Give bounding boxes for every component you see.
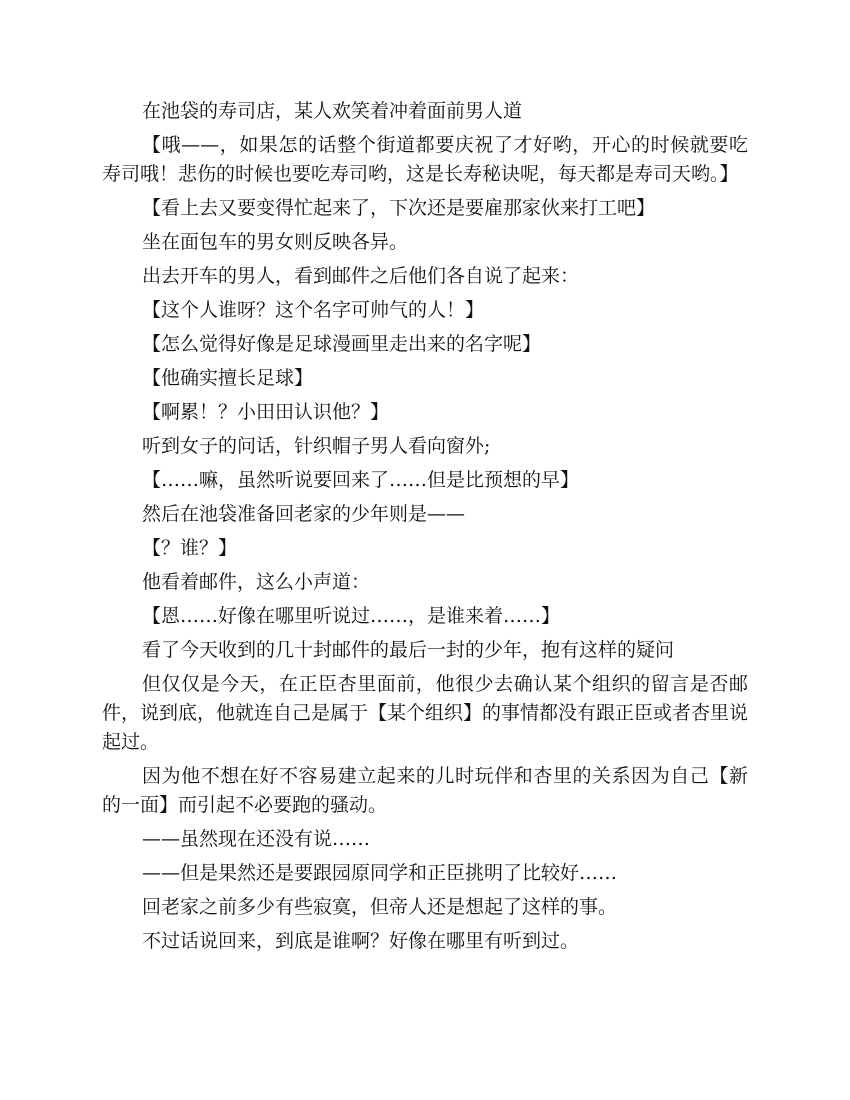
paragraph: 【怎么觉得好像是足球漫画里走出来的名字呢】	[142, 333, 542, 355]
paragraph: 【……嘛，虽然听说要回来了……但是比预想的早】	[142, 469, 580, 491]
paragraph: 在池袋的寿司店，某人欢笑着冲着面前男人道	[142, 100, 523, 122]
paragraph: 因为他不想在好不容易建立起来的儿时玩伴和杏里的关系因为自己【新的一面】而引起不必要跑的骚动。	[102, 765, 748, 816]
paragraph: 看了今天收到的几十封邮件的最后一封的少年，抱有这样的疑问	[142, 639, 675, 661]
paragraph: 回老家之前多少有些寂寞，但帝人还是想起了这样的事。	[142, 896, 618, 918]
paragraph: 【啊累！？小田田认识他？】	[142, 401, 390, 423]
paragraph: 【他确实擅长足球】	[142, 367, 314, 389]
paragraph: 坐在面包车的男女则反映各异。	[142, 231, 409, 253]
paragraph: 【恩……好像在哪里听说过……，是谁来着……】	[142, 605, 561, 627]
paragraph: ——虽然现在还没有说……	[142, 828, 371, 850]
paragraph: 不过话说回来，到底是谁啊？好像在哪里有听到过。	[142, 930, 580, 952]
paragraph: 听到女子的问话，针织帽子男人看向窗外;	[142, 435, 491, 457]
paragraph: 但仅仅是今天，在正臣杏里面前，他很少去确认某个组织的留言是否邮件，说到底，他就连自己是属于【某个组织】的事情都没有跟正臣或者杏里说起过。	[102, 673, 749, 753]
paragraph: ——但是果然还是要跟园原同学和正臣挑明了比较好……	[142, 862, 618, 884]
paragraph: 他看着邮件，这么小声道：	[142, 571, 371, 593]
paragraph: 【？谁？】	[142, 537, 238, 559]
paragraph: 出去开车的男人，看到邮件之后他们各自说了起来：	[142, 265, 580, 287]
paragraph: 【这个人谁呀？这个名字可帅气的人！】	[142, 299, 485, 321]
paragraph: 然后在池袋准备回老家的少年则是——	[142, 503, 466, 525]
paragraph: 【看上去又要变得忙起来了，下次还是要雇那家伙来打工吧】	[142, 197, 656, 219]
paragraph: 【哦——，如果怎的话整个街道都要庆祝了才好哟，开心的时候就要吃寿司哦！悲伤的时候也要吃寿司哟，这是长寿秘诀呢，每天都是寿司天哟。】	[102, 134, 748, 185]
document-page	[102, 97, 748, 961]
